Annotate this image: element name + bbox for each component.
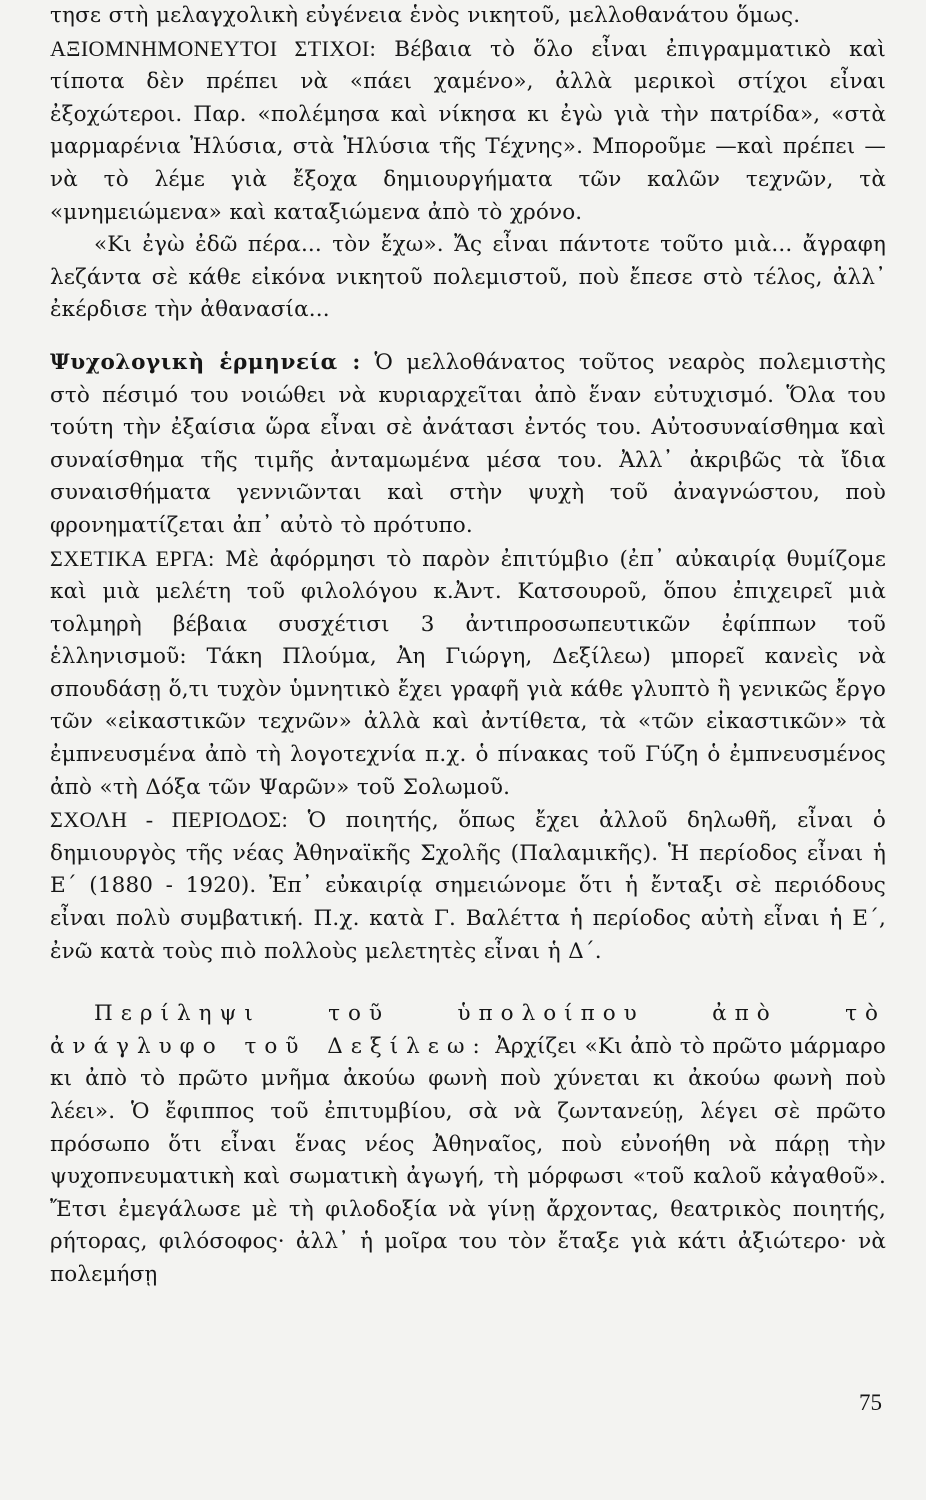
section-heading: Περίληψι τοῦ ὑπολοίπου ἀπὸ τὸ ἀνάγλυφο τοῦ Δεξίλεω:: [50, 1001, 886, 1059]
page-number: 75: [859, 1390, 882, 1415]
section-summary: [50, 998, 886, 1291]
section-text: Ἀρχίζει «Κι ἀπὸ τὸ πρῶτο μάρμαρο κι ἀπὸ τὸ πρῶτο μνῆμα ἀκούω φωνὴ ποὺ χύνεται κι ἀκούω φωνὴ ποὺ λέει». Ὁ ἔφιππος τοῦ ἐπιτυμβίου, σὰ νὰ ζωντανεύῃ, λέγει σὲ πρῶτο πρόσωπο ὅτι εἶναι ἕνας νέος Ἀθηναῖος, ποὺ εὐνοήθη νὰ πάρῃ τὴν ψυχοπνευματικὴ καὶ σωματικὴ ἀγωγή, τὴ μόρφωσι «τοῦ καλοῦ κἀγαθοῦ». Ἔτσι ἐμεγάλωσε μὲ τὴ φιλοδοξία νὰ γίνῃ ἄρχοντας, θεατρικὸς ποιητής, ρήτορας, φιλόσοφος· ἀλλ᾿ ἡ μοῖρα του τὸν ἔταξε γιὰ κάτι ἀξιώτερο· νὰ πολεμήσῃ: [50, 1033, 886, 1287]
section-memorable-verses: [50, 33, 886, 230]
section-heading: ΣΧΟΛΗ - ΠΕΡΙΟΔΟΣ:: [50, 807, 289, 833]
section-text: Μὲ ἀφόρμησι τὸ παρὸν ἐπιτύμβιο (ἐπ᾿ αὐκαιρίᾳ θυμίζομε καὶ μιὰ μελέτη τοῦ φιλολόγου κ.Ἀντ. Κατσουροῦ, ὅπου ἐπιχειρεῖ μιὰ τολμηρὴ βέβαια συσχέτισι 3 ἀντιπροσωπευτικῶν ἐφίππων τοῦ ἑλληνισμοῦ: Τάκη Πλούμα, Ἀη Γιώργη, Δεξίλεω) μπορεῖ κανεὶς νὰ σπουδάσῃ ὅ,τι τυχὸν ὑμνητικὸ ἔχει γραφῆ γιὰ κάθε γλυπτὸ ἢ γενικῶς ἔργο τῶν «εἰκαστικῶν τεχνῶν» ἀλλὰ καὶ ἀντίθετα, τὰ «τῶν εἰκαστικῶν» τὰ ἐμπνευσμένα ἀπὸ τὴ λογοτεχνία π.χ. ὁ πίνακας τοῦ Γύζη ὁ ἐμπνευσμένος ἀπὸ «τὴ Δόξα τῶν Ψαρῶν» τοῦ Σολωμοῦ.: [50, 546, 886, 800]
section-related-works: [50, 543, 886, 805]
section-heading: Ψυχολογικὴ ἑρμηνεία :: [50, 349, 361, 375]
section-text: Βέβαια τὸ ὅλο εἶναι ἐπιγραμματικὸ καὶ τίποτα δὲν πρέπει νὰ «πάει χαμένο», ἀλλὰ μερικοὶ στίχοι εἶναι ἐξοχώτεροι. Παρ. «πολέμησα καὶ νίκησα κι ἐγὼ γιὰ τὴν πατρίδα», «στὰ μαρμαρένια Ἠλύσια, στὰ Ἠλύσια τῆς Τέχνης». Μποροῦμε —καὶ πρέπει — νὰ τὸ λέμε γιὰ ἔξοχα δημιουργήματα τῶν καλῶν τεχνῶν, τὰ «μνημειώμενα» καὶ καταξιώμενα ἀπὸ τὸ χρόνο.: [50, 36, 886, 225]
section-heading: ΣΧΕΤΙΚΑ ΕΡΓΑ:: [50, 545, 215, 571]
section-psychological: [50, 347, 886, 543]
section-text: Ὁ μελλοθάνατος τοῦτος νεαρὸς πολεμιστὴς στὸ πέσιμό του νοιώθει νὰ κυριαρχεῖται ἀπὸ ἕναν εὐτυχισμό. Ὅλα του τούτη τὴν ἐξαίσια ὥρα εἶναι σὲ ἀνάτασι ἐντός του. Αὐτοσυναίσθημα καὶ συναίσθημα τῆς τιμῆς ἀνταμωμένα μέσα του. Ἀλλ᾿ ἀκριβῶς τὰ ἴδια συναισθήματα γεννιῶνται καὶ στὴν ψυχὴ τοῦ ἀναγνώστου, ποὺ φρονηματίζεται ἀπ᾿ αὐτὸ τὸ πρότυπο.: [50, 349, 887, 538]
section-text: Ὁ ποιητής, ὅπως ἔχει ἀλλοῦ δηλωθῆ, εἶναι ὁ δημιουργὸς τῆς νέας Ἀθηναϊκῆς Σχολῆς (Παλαμικῆς). Ἡ περίοδος εἶναι ἡ Ε΄ (1880 - 1920). Ἐπ᾿ εὐκαιρίᾳ σημειώνομε ὅτι ἡ ἔνταξι σὲ περιόδους εἶναι πολὺ συμβατική. Π.χ. κατὰ Γ. Βαλέττα ἡ περίοδος αὐτὴ εἶναι ἡ Ε΄, ἐνῶ κατὰ τοὺς πιὸ πολλοὺς μελετητὲς εἶναι ἡ Δ΄.: [50, 808, 887, 964]
section-memorable-verses-cont: «Κι ἐγὼ ἐδῶ πέρα... τὸν ἔχω». Ἄς εἶναι πάντοτε τοῦτο μιὰ... ἄγραφη λεζάντα σὲ κάθε εἰκόνα νικητοῦ πολεμιστοῦ, ποὺ ἔπεσε στὸ τέλος, ἀλλ᾿ ἐκέρδισε τὴν ἀθανασία...: [50, 232, 886, 323]
section-school-period: [50, 804, 886, 968]
section-heading: ΑΞΙΟΜΝΗΜΟΝΕΥΤΟΙ ΣΤΙΧΟΙ:: [50, 35, 377, 61]
intro-line: τησε στὴ μελαγχολικὴ εὐγένεια ἑνὸς νικητοῦ, μελλοθανάτου ὅμως.: [50, 3, 801, 28]
